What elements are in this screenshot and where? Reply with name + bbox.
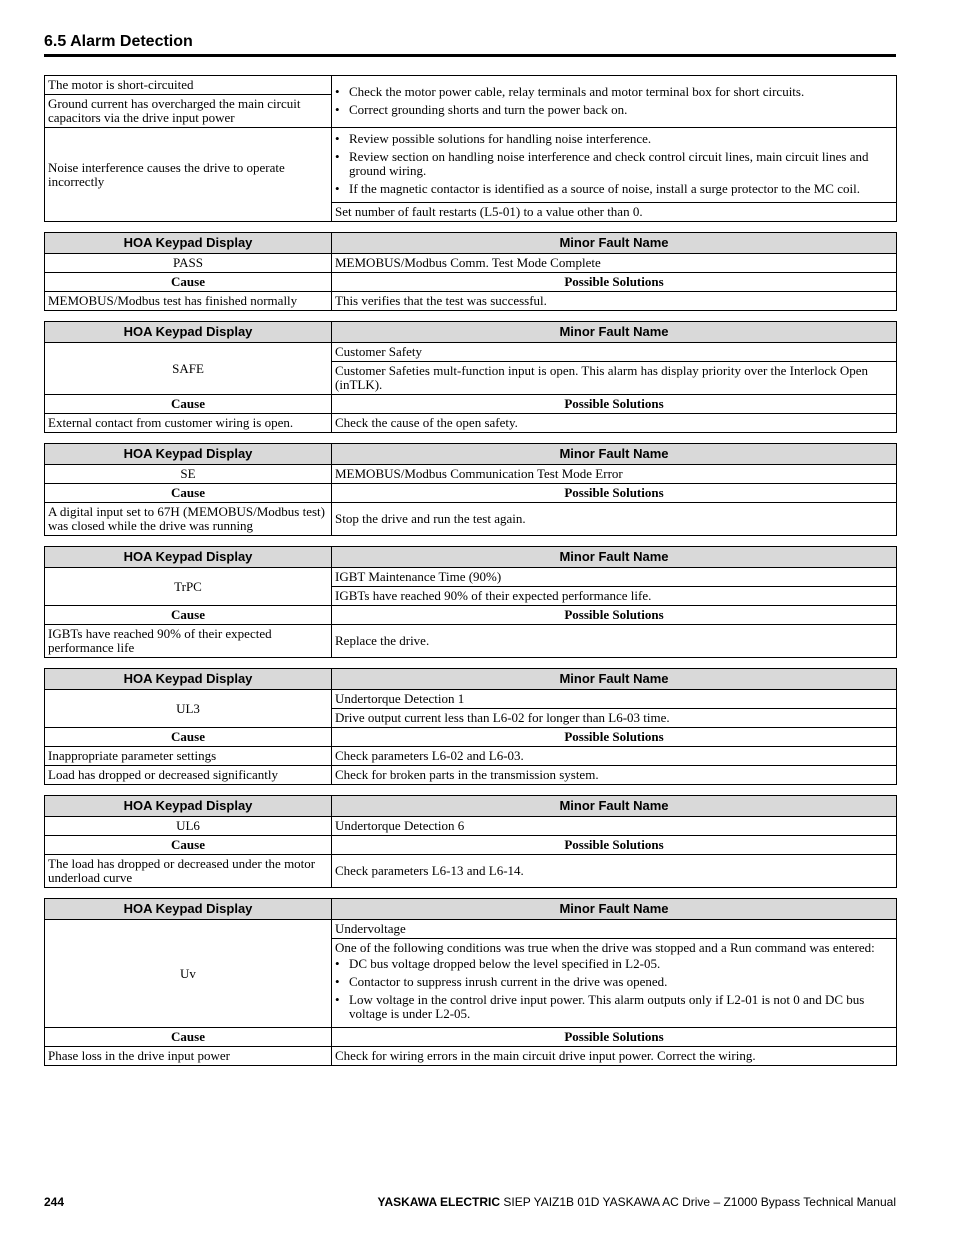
subheader-row [45, 606, 897, 625]
cause-header: Cause [45, 484, 332, 503]
cause-header: Cause [45, 728, 332, 747]
section-title: 6.5 Alarm Detection [44, 33, 193, 50]
table-row [45, 292, 897, 311]
cause-header: Cause [45, 836, 332, 855]
solution-cell: Check parameters L6-13 and L6-14. [332, 855, 897, 888]
fault-name: Undertorque Detection 6 [332, 817, 897, 836]
solution-cell [332, 128, 897, 203]
hoa-header: HOA Keypad Display [45, 547, 332, 568]
list-item: • Review possible solutions for handling noise interference. [335, 132, 893, 146]
cause-header: Cause [45, 273, 332, 292]
minor-fault-header: Minor Fault Name [332, 796, 897, 817]
minor-fault-header: Minor Fault Name [332, 547, 897, 568]
page-number: 244 [44, 1195, 65, 1209]
solution-cell [332, 76, 897, 128]
list-item: • Review section on handling noise interference and check control circuit lines, main circuit lines and ground wiring. [335, 150, 893, 178]
minor-fault-header: Minor Fault Name [332, 233, 897, 254]
table-row [45, 76, 897, 95]
subheader-row [45, 273, 897, 292]
table-row [45, 343, 897, 362]
cause-header: Cause [45, 1028, 332, 1047]
table-row [45, 817, 897, 836]
list-item: • Check the motor power cable, relay terminals and motor terminal box for short circuits. [335, 85, 893, 99]
fault-table-se [44, 443, 897, 536]
header-rule [44, 54, 896, 57]
table-row [45, 465, 897, 484]
solutions-header: Possible Solutions [332, 728, 897, 747]
header-row [45, 233, 897, 254]
table-row [45, 855, 897, 888]
fault-table-safe [44, 321, 897, 433]
solution-cell: Stop the drive and run the test again. [332, 503, 897, 536]
fault-table-ul6 [44, 795, 897, 888]
footer-brand: YASKAWA ELECTRIC [377, 1195, 501, 1209]
header-row [45, 669, 897, 690]
table-row [45, 690, 897, 709]
solution-cell: Replace the drive. [332, 625, 897, 658]
cause-cell: Phase loss in the drive input power [45, 1047, 332, 1066]
solution-cell: Check for wiring errors in the main circuit drive input power. Correct the wiring. [332, 1047, 897, 1066]
footer-doc: SIEP YAIZ1B 01D YASKAWA AC Drive – Z1000 Bypass Technical Manual [500, 1195, 896, 1209]
subheader-row [45, 395, 897, 414]
subheader-row [45, 728, 897, 747]
cause-cell: Noise interference causes the drive to operate incorrectly [45, 128, 332, 222]
fault-name: Customer Safety [332, 343, 897, 362]
keypad-code: SE [45, 465, 332, 484]
header-row [45, 444, 897, 465]
solution-cell: Check the cause of the open safety. [332, 414, 897, 433]
table-row [45, 414, 897, 433]
fault-table-pass [44, 232, 897, 311]
hoa-header: HOA Keypad Display [45, 796, 332, 817]
list-item: • Correct grounding shorts and turn the power back on. [335, 103, 893, 117]
keypad-code: TrPC [45, 568, 332, 606]
solution-cell: This verifies that the test was successful. [332, 292, 897, 311]
minor-fault-header: Minor Fault Name [332, 669, 897, 690]
cause-header: Cause [45, 395, 332, 414]
fault-description: IGBTs have reached 90% of their expected performance life. [332, 587, 897, 606]
hoa-header: HOA Keypad Display [45, 669, 332, 690]
keypad-code: UL3 [45, 690, 332, 728]
list-item: • Contactor to suppress inrush current in the drive was opened. [335, 975, 893, 989]
solutions-header: Possible Solutions [332, 273, 897, 292]
subheader-row [45, 484, 897, 503]
solutions-header: Possible Solutions [332, 484, 897, 503]
hoa-header: HOA Keypad Display [45, 322, 332, 343]
table-row [45, 503, 897, 536]
table-row [45, 254, 897, 273]
cause-cell: Inappropriate parameter settings [45, 747, 332, 766]
minor-fault-header: Minor Fault Name [332, 444, 897, 465]
solution-cell: Set number of fault restarts (L5-01) to a value other than 0. [332, 203, 897, 222]
hoa-header: HOA Keypad Display [45, 233, 332, 254]
minor-fault-header: Minor Fault Name [332, 899, 897, 920]
table-row [45, 1047, 897, 1066]
list-item: • DC bus voltage dropped below the level specified in L2-05. [335, 957, 893, 971]
fault-description: Drive output current less than L6-02 for longer than L6-03 time. [332, 709, 897, 728]
fault-table-uv [44, 898, 897, 1066]
solution-cell: Check parameters L6-02 and L6-03. [332, 747, 897, 766]
list-item: • If the magnetic contactor is identified as a source of noise, install a surge protector to the MC coil. [335, 182, 893, 196]
cause-cell: Ground current has overcharged the main circuit capacitors via the drive input power [45, 95, 332, 128]
keypad-code: Uv [45, 920, 332, 1028]
solutions-header: Possible Solutions [332, 836, 897, 855]
hoa-header: HOA Keypad Display [45, 899, 332, 920]
fault-name: MEMOBUS/Modbus Communication Test Mode Error [332, 465, 897, 484]
cause-cell: Load has dropped or decreased significantly [45, 766, 332, 785]
fault-name: Undertorque Detection 1 [332, 690, 897, 709]
table-row [45, 920, 897, 939]
description-intro: One of the following conditions was true when the drive was stopped and a Run command was entered: [335, 940, 875, 955]
cause-cell: External contact from customer wiring is open. [45, 414, 332, 433]
fault-table-ul3 [44, 668, 897, 785]
solution-cell: Check for broken parts in the transmission system. [332, 766, 897, 785]
table-row [45, 747, 897, 766]
header-row [45, 796, 897, 817]
fault-table-trpc [44, 546, 897, 658]
header-row [45, 322, 897, 343]
minor-fault-header: Minor Fault Name [332, 322, 897, 343]
header-row [45, 899, 897, 920]
cause-header: Cause [45, 606, 332, 625]
cause-cell: MEMOBUS/Modbus test has finished normally [45, 292, 332, 311]
list-item: • Low voltage in the control drive input power. This alarm outputs only if L2-01 is not 0 and DC bus voltage is under L2-05. [335, 993, 893, 1021]
cause-cell: The motor is short-circuited [45, 76, 332, 95]
cause-cell: The load has dropped or decreased under the motor underload curve [45, 855, 332, 888]
keypad-code: PASS [45, 254, 332, 273]
fault-name: MEMOBUS/Modbus Comm. Test Mode Complete [332, 254, 897, 273]
solutions-header: Possible Solutions [332, 395, 897, 414]
keypad-code: SAFE [45, 343, 332, 395]
fault-name: IGBT Maintenance Time (90%) [332, 568, 897, 587]
table-row [45, 766, 897, 785]
fault-description: Customer Safeties mult-function input is open. This alarm has display priority over the Interlock Open (inTLK). [332, 362, 897, 395]
fault-name: Undervoltage [332, 920, 897, 939]
table-row [45, 128, 897, 203]
content [44, 75, 896, 1076]
cause-cell: IGBTs have reached 90% of their expected performance life [45, 625, 332, 658]
hoa-header: HOA Keypad Display [45, 444, 332, 465]
subheader-row [45, 1028, 897, 1047]
fault-description [332, 939, 897, 1028]
continuation-table [44, 75, 897, 222]
keypad-code: UL6 [45, 817, 332, 836]
solutions-header: Possible Solutions [332, 606, 897, 625]
solutions-header: Possible Solutions [332, 1028, 897, 1047]
table-row [45, 625, 897, 658]
cause-cell: A digital input set to 67H (MEMOBUS/Modbus test) was closed while the drive was running [45, 503, 332, 536]
subheader-row [45, 836, 897, 855]
footer-doc-title [378, 1195, 896, 1209]
table-row [45, 568, 897, 587]
header-row [45, 547, 897, 568]
